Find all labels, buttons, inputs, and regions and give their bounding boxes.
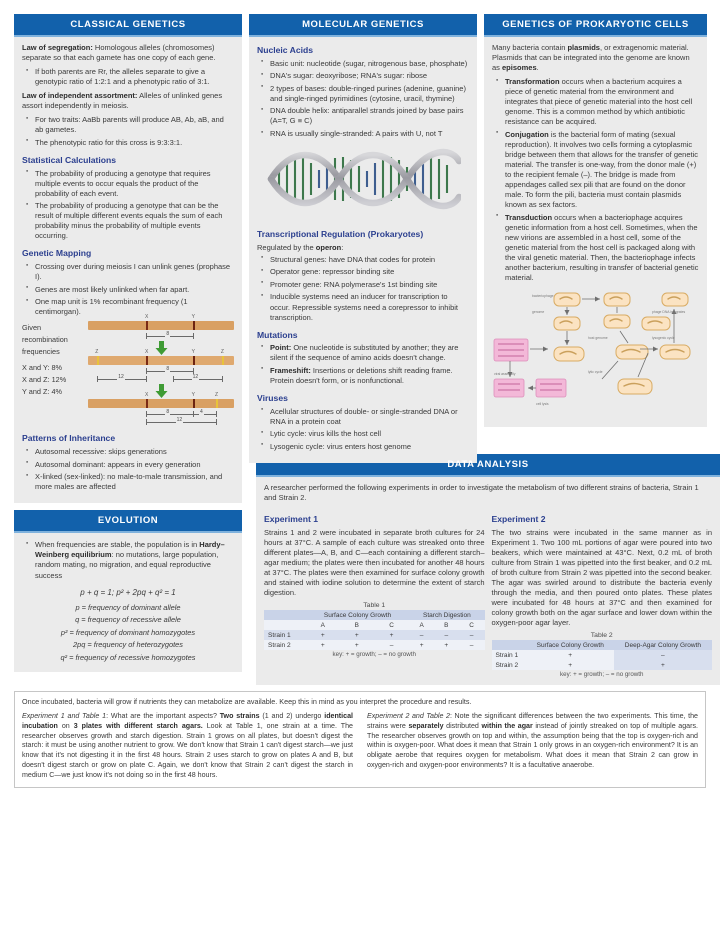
experiment-1-block xyxy=(264,507,485,678)
note-1-bold2: identical incubation xyxy=(22,712,353,730)
table-1-key: key: + = growth; – = no growth xyxy=(332,651,416,659)
freq-value: 4% xyxy=(51,387,63,397)
list-item: ▪ RNA is usually single-stranded: A pairs with U, not T xyxy=(270,129,469,139)
law-of-segregation-body: Homologous alleles (chromosomes) separate so that each gamete has one copy of each gene. xyxy=(22,43,216,63)
note-2-bold1: separately xyxy=(408,721,444,730)
hardy-weinberg-definitions xyxy=(22,603,234,662)
definition-p2: p² = frequency of dominant homozygotes xyxy=(60,627,196,637)
map-given-values xyxy=(22,321,84,426)
given-line: recombination xyxy=(22,335,68,345)
table-cell: + xyxy=(409,640,434,650)
measure-cap xyxy=(193,368,194,374)
table-1 xyxy=(264,610,485,650)
plasmids-label: plasmids xyxy=(567,43,600,52)
measure-value: 8 xyxy=(166,331,170,338)
list-item: ▪ The probability of producing a genotype that can be the result of multiple different events equals the sum of each probability minus the probability of multiple events occurring. xyxy=(35,201,234,241)
note-1-part2: (1 and 2) undergo xyxy=(259,712,325,721)
section-header-data-analysis: DATA ANALYSIS xyxy=(256,454,720,477)
table-row xyxy=(264,640,485,650)
chromosome-bar-stage2 xyxy=(88,349,234,365)
table-subheader: B xyxy=(434,620,459,630)
table-cell: – xyxy=(459,640,485,650)
molecular-genetics-panel xyxy=(249,14,477,463)
list-item: ▪ DNA double helix: antiparallel strands joined by base pairs (A=T, G ≡ C) xyxy=(270,106,469,126)
table-row xyxy=(264,610,485,620)
measure-cap xyxy=(222,376,223,382)
svg-text:genome: genome xyxy=(532,310,545,315)
freq-yz xyxy=(22,387,84,398)
table-1-caption: Table 1 xyxy=(363,602,386,610)
table-2-key: key: + = growth; – = no growth xyxy=(560,671,644,679)
table-cell: + xyxy=(434,640,459,650)
measure-cap xyxy=(97,376,98,382)
freq-value: 8% xyxy=(51,363,63,373)
marker-z-label: Z xyxy=(95,349,99,356)
table-cell: – xyxy=(614,650,712,660)
measure-cap xyxy=(146,411,147,417)
freq-xy xyxy=(22,363,84,374)
measure-cap xyxy=(146,376,147,382)
measure-value: 4 xyxy=(199,409,203,416)
prokaryotic-genetics-panel xyxy=(484,14,707,427)
list-item xyxy=(505,213,699,283)
transduction-label: Transduction xyxy=(505,212,553,222)
list-item: ▪ The phenotypic ratio for this cross is 9:3:3:1. xyxy=(35,138,234,148)
marker-z-tick xyxy=(216,399,218,408)
transformation-text: occurs when a bacterium acquires a piece of genetic material from the environment and integrates that piece of genetic material into the host cell genome. This is a common method by which antibiotic resistance can be acquired. xyxy=(505,77,693,127)
note-2-part3: instead of jointly streaked on top of multiple agars. The researcher observes growth on top and within, the assumption being that the top is oxygen-rich and within is oxygen-poor. What does it mean that Strain 1 only grows in an oxygen-rich environment? It is an obligate aerobe that requires oxygen for metabolism. What does it mean that Strain 2 can grow in oxygen-rich and oxygen-poor environments? It is a facultative anaerobe. xyxy=(367,721,699,769)
table-2 xyxy=(492,640,713,670)
patterns-of-inheritance-heading: Patterns of Inheritance xyxy=(22,433,116,444)
notes-columns xyxy=(22,712,698,780)
freq-label: Y and Z: xyxy=(22,387,50,397)
marker-x-tick xyxy=(146,356,148,365)
marker-z-label: Z xyxy=(215,392,219,399)
list-item: ▪ Acellular structures of double- or single-stranded DNA or RNA in a protein coat xyxy=(270,407,469,427)
table-row xyxy=(492,640,713,650)
segregation-bullets xyxy=(22,67,234,87)
classical-genetics-panel xyxy=(14,14,242,503)
experiment-1-heading: Experiment 1 xyxy=(264,514,318,525)
viruses-heading: Viruses xyxy=(257,393,288,404)
hardy-weinberg-label: Hardy–Weinberg equilibrium xyxy=(35,540,225,560)
column-prokaryotic-genetics xyxy=(484,14,707,427)
transformation-label: Transformation xyxy=(505,77,560,87)
freq-label: X and Z: xyxy=(22,375,50,385)
law-of-independent-assortment-text xyxy=(22,91,234,111)
transduction-text: occurs when a bacteriophage acquires genetic information from a host cell. Sometimes, when the new virions are assembled in a host cell, some of the genetic material from the host cell is packaged along with the viral genetic material. Then, the bacteriophage infects another bacterium, resulting in transfer of bacterial genetic material. xyxy=(505,212,699,283)
marker-x-label: X xyxy=(144,314,149,321)
measure-value: 12 xyxy=(192,374,199,381)
measure-xy-stage1 xyxy=(88,332,234,340)
measure-value: 8 xyxy=(166,409,170,416)
mutations-heading: Mutations xyxy=(257,329,298,340)
freq-value: 12% xyxy=(51,375,67,385)
svg-text:phage DNA integrates: phage DNA integrates xyxy=(652,310,686,315)
measure-cap xyxy=(216,411,217,417)
list-item: ▪ 2 types of bases: double-ringed purines (adenine, guanine) and single-ringed pyrimidines (cytosine, uracil, thymine) xyxy=(270,84,469,104)
list-item: ▪ Basic unit: nucleotide (sugar, nitrogenous base, phosphate) xyxy=(270,59,469,69)
hw-post: : no mutations, large population, random mating, no migration, and equal reproductive success xyxy=(35,550,219,580)
table-cell: + xyxy=(306,630,340,640)
dna-double-helix-figure xyxy=(257,143,469,222)
mutations-bullets xyxy=(257,343,469,386)
column-molecular-genetics xyxy=(249,14,477,463)
notes-lead-text: Once incubated, bacteria will grow if nutrients they can metabolize are available. Keep this in mind as you interpret the procedure and results. xyxy=(22,697,472,707)
given-line: Given xyxy=(22,323,42,333)
table-cell: + xyxy=(340,630,374,640)
table-2-caption: Table 2 xyxy=(590,632,613,640)
experiment-1-text: Strains 1 and 2 were incubated in separate broth cultures for 24 hours at 37°C. A sample of each culture was streaked onto three different plates—A, B, and C—each containing a different starch–agar medium; the plates were then incubated for another 48 hours at 37°C. The plates were then examined for surface colony growth and stained with iodine solution to determine the extent of starch digestion. xyxy=(264,527,485,598)
frameshift-mutation-text: Insertions or deletions shift reading frame. Protein doesn't form, or is nonfunctional. xyxy=(270,365,453,385)
chromosome-bar-stage3 xyxy=(88,392,234,408)
section-header-classical-genetics: CLASSICAL GENETICS xyxy=(14,14,242,37)
point-mutation-label: Point: xyxy=(270,343,292,353)
table-group-header-starch-digestion: Starch Digestion xyxy=(409,610,484,620)
note-1-bold3: 3 plates with different starch agars. xyxy=(73,721,203,730)
marker-y-label: Y xyxy=(191,314,195,321)
note-2-part1: : Note the significant differences between the two experiments. This time, the strains were xyxy=(367,712,698,730)
list-item: ▪ If both parents are Rr, the alleles separate to give a genotypic ratio of 1:2:1 and a phenotypic ratio of 3:1. xyxy=(35,67,234,87)
statistical-calculations-heading: Statistical Calculations xyxy=(22,154,117,165)
table-corner-cell xyxy=(264,610,306,620)
definition-q2: q² = frequency of recessive homozygotes xyxy=(60,652,196,662)
measure-value: 12 xyxy=(118,374,124,381)
given-line: frequencies xyxy=(22,347,60,357)
plasmids-mid: , or extragenomic material. Plasmids that can be integrated into the genome are known as xyxy=(492,43,690,73)
measure-line xyxy=(193,414,216,415)
table-group-header-deep-agar-growth: Deep-Agar Colony Growth xyxy=(614,640,712,650)
law-of-segregation-text xyxy=(22,43,234,63)
measure-cap xyxy=(173,376,174,382)
table-subheader: B xyxy=(340,620,374,630)
table-cell: + xyxy=(527,650,614,660)
freq-label: X and Y: xyxy=(22,363,50,373)
measure-stage3-pairs xyxy=(88,410,234,418)
table-group-header-surface-growth: Surface Colony Growth xyxy=(306,610,410,620)
row-label-strain-2: Strain 2 xyxy=(264,640,306,650)
section-header-molecular-genetics: MOLECULAR GENETICS xyxy=(249,14,477,37)
note-2-part2: distributed xyxy=(443,721,482,730)
nucleic-acids-bullets xyxy=(257,59,469,139)
genetic-mapping-heading: Genetic Mapping xyxy=(22,248,92,259)
assortment-bullets xyxy=(22,115,234,148)
frameshift-mutation-label: Frameshift: xyxy=(270,365,311,375)
table-cell: – xyxy=(374,640,410,650)
table-cell: – xyxy=(409,630,434,640)
conjugation-label: Conjugation xyxy=(505,129,549,139)
genetic-mapping-bullets xyxy=(22,262,234,317)
experiments-container xyxy=(264,507,712,678)
experiment-2-block xyxy=(492,507,713,678)
svg-text:lysogenic cycle: lysogenic cycle xyxy=(652,336,675,341)
list-item: ▪ DNA's sugar: deoxyribose; RNA's sugar: ribose xyxy=(270,71,469,81)
patterns-of-inheritance-bullets xyxy=(22,447,234,492)
list-item: ▪ Lysogenic cycle: virus enters host genome xyxy=(270,442,469,452)
marker-z-tick-right xyxy=(222,356,224,365)
table-row xyxy=(492,660,713,670)
definition-p: p = frequency of dominant allele xyxy=(75,602,181,612)
table-corner-cell xyxy=(264,620,306,630)
list-item: ▪ Operator gene: repressor binding site xyxy=(270,267,469,277)
measure-cap xyxy=(216,419,217,425)
note-1-part4: Look at Table 1, one strain at a time. The researcher observes growth and starch digestion. Strain 1 grows on all plates, but doesn't digest the starch: it must be using another nutrient to grow. We don't know that Strain 1 can't digest starch—we just know that it's not digesting it in the first 48 hours. Strain 2 uses starch to grow on plates A and B, but doesn't digest starch or grow on plate C. Again, we don't know that Strain 2 can't digest the starch in medium C—we just know it's not doing so in the first 48 hours. xyxy=(22,721,353,779)
marker-x-tick xyxy=(146,321,148,330)
marker-y-label: Y xyxy=(191,392,195,399)
marker-y-label: Y xyxy=(191,349,195,356)
note-1-part3: on xyxy=(57,721,74,730)
list-item: ▪ Structural genes: have DNA that codes for protein xyxy=(270,255,469,265)
column-classical-genetics xyxy=(14,14,242,672)
list-item xyxy=(270,366,469,386)
table-cell: + xyxy=(374,630,410,640)
gene-transfer-bullets xyxy=(492,77,699,283)
operon-label: operon xyxy=(315,242,342,252)
table-cell: + xyxy=(614,660,712,670)
map-step-arrow-1 xyxy=(88,341,234,355)
table-cell: – xyxy=(434,630,459,640)
episomes-label: episomes xyxy=(502,63,537,73)
row-label-strain-1: Strain 1 xyxy=(492,650,527,660)
list-item: ▪ Lytic cycle: virus kills the host cell xyxy=(270,429,469,439)
measure-z-spans-stage2 xyxy=(88,375,234,383)
measure-stage3-total xyxy=(88,418,234,426)
table-subheader: A xyxy=(306,620,340,630)
table-cell: + xyxy=(527,660,614,670)
dna-helix-icon xyxy=(265,143,461,217)
note-experiment-2 xyxy=(367,712,698,780)
svg-text:viral assembly: viral assembly xyxy=(494,372,516,377)
freq-xz xyxy=(22,375,84,386)
table-row xyxy=(264,620,485,630)
data-analysis-intro: A researcher performed the following experiments in order to investigate the metabolism of two different strains of bacteria, Strain 1 and Strain 2. xyxy=(264,483,699,503)
list-item: ▪ X-linked (sex-linked): no male-to-male transmission, and more males are affected xyxy=(35,472,234,492)
list-item: ▪ Crossing over during meiosis I can unlink genes (prophase I). xyxy=(35,262,234,282)
measure-cap xyxy=(146,333,147,339)
interpretation-notes xyxy=(14,691,706,787)
table-row xyxy=(492,650,713,660)
table-cell: + xyxy=(306,640,340,650)
operon-lead-pre: Regulated by the xyxy=(257,242,316,252)
svg-text:lytic cycle: lytic cycle xyxy=(588,370,603,375)
operon-lead xyxy=(257,243,469,253)
evolution-panel xyxy=(14,510,242,672)
list-item xyxy=(270,343,469,363)
list-item: ▪ The probability of producing a genotype that requires multiple events to occur equals the product of the probability of each event. xyxy=(35,169,234,199)
experiment-2-text: The two strains were incubated in the same manner as in Experiment 1. Two 100 mL portions of agar were poured into two beakers, which were maintained at 43°C. Next, 0.2 mL of broth culture from Strain 1 was pipetted into the first beaker, and 0.2 mL of broth culture from Strain 2 was pipetted into the second beaker. The agar was swirled around to distribute the bacteria evenly through the media, and then poured onto plates. These plates were incubated for 48 hours at 37°C and then examined for colony growth both on the agar surface and lower down within the oxygen-poor agar layer. xyxy=(491,527,712,628)
marker-y-tick xyxy=(193,356,195,365)
marker-x-tick xyxy=(146,399,148,408)
note-experiment-1 xyxy=(22,712,353,780)
definition-2pq: 2pq = frequency of heterozygotes xyxy=(73,640,183,650)
nucleic-acids-heading: Nucleic Acids xyxy=(257,45,314,55)
table-group-header-surface-growth: Surface Colony Growth xyxy=(527,640,614,650)
statistical-calculations-bullets xyxy=(22,169,234,242)
operon-lead-post: : xyxy=(341,242,344,252)
note-2-italic-lead: Experiment 2 and Table 2 xyxy=(367,712,450,721)
marker-y-tick xyxy=(193,321,195,330)
evolution-bullets xyxy=(22,540,234,580)
table-subheader: C xyxy=(374,620,410,630)
marker-y-tick xyxy=(193,399,195,408)
law-of-independent-assortment-body: Alleles of unlinked genes assort independently in meiosis. xyxy=(22,91,223,111)
svg-text:host genome: host genome xyxy=(588,336,608,341)
hw-pre: When frequencies are stable, the population is in xyxy=(35,540,200,550)
list-item xyxy=(505,130,699,210)
list-item: ▪ Autosomal recessive: skips generations xyxy=(35,447,234,457)
point-mutation-text: One nucleotide is substituted by another; they are silent if the sequence of amino acids doesn't change. xyxy=(270,343,459,363)
table-subheader: C xyxy=(459,620,485,630)
viruses-bullets xyxy=(257,407,469,452)
phage-life-cycle-diagram xyxy=(492,287,699,420)
map-chromosome-stack xyxy=(88,314,234,426)
note-2-bold2: within the agar xyxy=(481,721,533,730)
list-item: ▪ Autosomal dominant: appears in every generation xyxy=(35,460,234,470)
table-corner-cell xyxy=(492,640,527,650)
law-of-segregation-label: Law of segregation: xyxy=(22,43,93,52)
genetic-map-figure xyxy=(22,314,234,426)
map-step-arrow-2 xyxy=(88,384,234,398)
table-cell: – xyxy=(459,630,485,640)
measure-cap xyxy=(193,333,194,339)
list-item: ▪ Genes are most likely unlinked when far apart. xyxy=(35,285,234,295)
marker-x-label: X xyxy=(144,392,149,399)
svg-text:cell lysis: cell lysis xyxy=(536,402,549,407)
marker-z-tick-left xyxy=(97,356,99,365)
list-item: ▪ For two traits: AaBb parents will produce AB, Ab, aB, and ab gametes. xyxy=(35,115,234,135)
measure-cap xyxy=(146,419,147,425)
chromosome-bar-stage1 xyxy=(88,314,234,330)
transcriptional-regulation-heading: Transcriptional Regulation (Prokaryotes) xyxy=(257,229,424,240)
conjugation-text: is the bacterial form of mating (sexual reproduction). It involves two cells forming a cytoplasmic bridge between them that allows for the transfer of genetic material. The transfer is one-way, from the donor male (+) to the recipient female (–). The bridge is made from appendages called sex pili that are found on the donor male. To form the pili, bacteria must contain plasmids known as sex factors. xyxy=(505,129,699,210)
hardy-weinberg-equation: p + q = 1; p² + 2pq + q² = 1 xyxy=(80,587,176,597)
row-label-strain-2: Strain 2 xyxy=(492,660,527,670)
plasmids-pre: Many bacteria contain xyxy=(492,43,568,52)
measure-xy-stage2 xyxy=(88,367,234,375)
table-row xyxy=(264,630,485,640)
note-1-bold1: Two strains xyxy=(219,712,260,721)
list-item: ▪ Promoter gene: RNA polymerase's 1st binding site xyxy=(270,280,469,290)
definition-q: q = frequency of recessive allele xyxy=(75,615,181,625)
table-subheader: A xyxy=(409,620,434,630)
list-item: ▪ Inducible systems need an inducer for transcription to occur. Repressible systems need a corepressor to inhibit transcription. xyxy=(270,292,469,322)
measure-value: 12 xyxy=(176,417,183,424)
svg-text:bacteriophage: bacteriophage xyxy=(532,294,554,299)
data-analysis-panel xyxy=(256,454,720,685)
row-label-strain-1: Strain 1 xyxy=(264,630,306,640)
plasmids-post: . xyxy=(536,63,539,73)
list-item xyxy=(505,77,699,127)
section-header-prokaryotic-genetics: GENETICS OF PROKARYOTIC CELLS xyxy=(484,14,707,37)
law-of-independent-assortment-label: Law of independent assortment: xyxy=(22,91,138,101)
note-1-part1: : What are the important aspects? xyxy=(106,712,220,721)
list-item: ▪ One map unit is 1% recombinant frequency (1 centimorgan). xyxy=(35,297,234,317)
section-header-evolution: EVOLUTION xyxy=(14,510,242,533)
marker-x-label: X xyxy=(144,349,149,356)
measure-cap xyxy=(146,368,147,374)
experiment-2-heading: Experiment 2 xyxy=(491,514,546,525)
transcriptional-regulation-bullets xyxy=(257,255,469,323)
measure-value: 8 xyxy=(166,366,170,373)
note-1-italic-lead: Experiment 1 and Table 1 xyxy=(22,712,107,721)
table-cell: + xyxy=(340,640,374,650)
list-item xyxy=(35,540,234,580)
marker-z-label: Z xyxy=(220,349,224,356)
plasmids-lead xyxy=(492,43,699,73)
